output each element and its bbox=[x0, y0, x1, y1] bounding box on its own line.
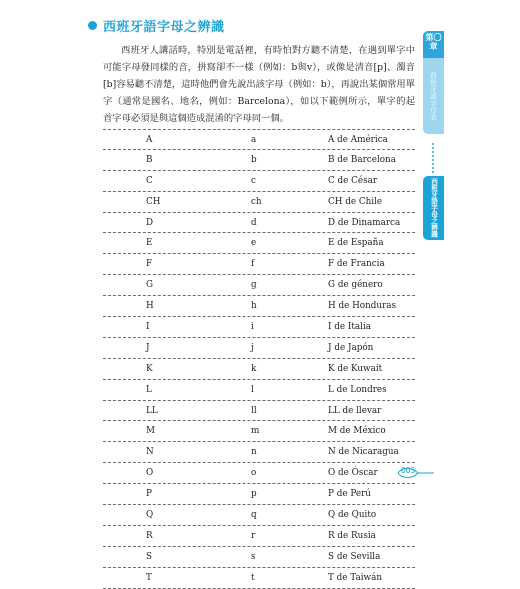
example-word: B de Barcelona bbox=[328, 154, 396, 165]
table-row bbox=[103, 317, 415, 338]
example-word: LL de llevar bbox=[328, 405, 382, 416]
lowercase-letter: t bbox=[251, 572, 255, 583]
chapter-side-tab bbox=[423, 31, 444, 240]
lowercase-letter: i bbox=[251, 322, 254, 333]
section-heading bbox=[88, 15, 225, 35]
table-row bbox=[103, 568, 415, 589]
uppercase-letter: K bbox=[146, 363, 153, 374]
example-word: P de Perú bbox=[328, 489, 371, 500]
table-row bbox=[103, 505, 415, 526]
example-word: N de Nicaragua bbox=[328, 447, 399, 458]
uppercase-letter: M bbox=[146, 426, 156, 437]
uppercase-letter: CH bbox=[146, 196, 161, 207]
uppercase-letter: LL bbox=[146, 405, 158, 416]
side-tab-top-label: 西班牙語字母表 bbox=[429, 71, 437, 121]
table-row bbox=[103, 463, 415, 484]
lowercase-letter: d bbox=[251, 217, 257, 228]
table-row bbox=[103, 254, 415, 275]
section-title: 西班牙語字母之辨識 bbox=[103, 19, 225, 35]
example-word: S de Sevilla bbox=[328, 551, 381, 562]
lowercase-letter: g bbox=[251, 280, 257, 291]
table-row bbox=[103, 275, 415, 296]
table-row bbox=[103, 380, 415, 401]
example-word: A de América bbox=[328, 135, 388, 145]
table-row bbox=[103, 150, 415, 171]
lowercase-letter: j bbox=[251, 342, 254, 353]
uppercase-letter: H bbox=[146, 301, 154, 312]
uppercase-letter: E bbox=[146, 238, 153, 249]
uppercase-letter: G bbox=[146, 280, 154, 291]
lowercase-letter: b bbox=[251, 154, 257, 165]
table-row bbox=[103, 547, 415, 568]
example-word: H de Honduras bbox=[328, 301, 396, 312]
table-row bbox=[103, 526, 415, 547]
lowercase-letter: ll bbox=[251, 405, 257, 416]
intro-text: 西班牙人講話時，特別是電話裡，有時怕對方聽不清楚，在遇到單字中可能字母發同樣的音，拼寫卻不一樣（例如：b與v），或像是清音[p]、濁音[b]容易聽不清楚，這時他們會先說出該字母（例如：b），再說出某個常用單字（通常是國名、地名，例如：Barcelona），如以下範例所示，單字的起首字母必須是與這個造成混淆的字母同一個。 bbox=[103, 45, 416, 124]
lowercase-letter: r bbox=[251, 530, 256, 541]
example-word: J de Japón bbox=[328, 342, 374, 353]
lowercase-letter: k bbox=[251, 363, 257, 374]
lowercase-letter: c bbox=[251, 175, 256, 186]
table-row bbox=[103, 484, 415, 505]
example-word: R de Rusia bbox=[328, 530, 376, 541]
lowercase-letter: ch bbox=[251, 196, 262, 207]
uppercase-letter: D bbox=[146, 217, 154, 228]
table-row bbox=[103, 192, 415, 213]
lowercase-letter: n bbox=[251, 447, 257, 458]
example-word: C de César bbox=[328, 175, 378, 186]
lowercase-letter: q bbox=[251, 510, 257, 521]
bullet-dot-icon bbox=[88, 21, 97, 30]
example-word: CH de Chile bbox=[328, 196, 383, 207]
lowercase-letter: l bbox=[251, 384, 254, 395]
page-number-text: 003 bbox=[401, 466, 416, 475]
lowercase-letter: s bbox=[251, 551, 256, 562]
alphabet-table bbox=[103, 129, 415, 589]
uppercase-letter: C bbox=[146, 175, 153, 186]
lowercase-letter: o bbox=[251, 468, 257, 479]
example-word: Q de Quito bbox=[328, 510, 377, 521]
example-word: E de España bbox=[328, 238, 384, 249]
table-row bbox=[103, 213, 415, 234]
uppercase-letter: R bbox=[146, 530, 153, 541]
table-row bbox=[103, 338, 415, 359]
lowercase-letter: e bbox=[251, 238, 257, 249]
example-word: F de Francia bbox=[328, 259, 385, 270]
uppercase-letter: J bbox=[146, 342, 150, 353]
uppercase-letter: Q bbox=[146, 510, 154, 521]
example-word: I de Italia bbox=[328, 322, 372, 333]
intro-paragraph bbox=[103, 42, 415, 127]
lowercase-letter: m bbox=[251, 426, 260, 437]
uppercase-letter: L bbox=[146, 384, 152, 395]
lowercase-letter: h bbox=[251, 301, 257, 312]
example-word: D de Dinamarca bbox=[328, 217, 401, 228]
uppercase-letter: T bbox=[146, 572, 152, 583]
example-word: L de Londres bbox=[328, 384, 387, 395]
uppercase-letter: B bbox=[146, 154, 153, 165]
table-row bbox=[103, 359, 415, 380]
example-word: O de Óscar bbox=[328, 468, 378, 479]
table-row bbox=[103, 296, 415, 317]
example-word: M de México bbox=[328, 426, 386, 437]
dotted-separator-icon bbox=[425, 143, 441, 173]
uppercase-letter: I bbox=[146, 322, 150, 333]
table-row bbox=[103, 171, 415, 192]
chapter-number-label: 第〇章 bbox=[423, 31, 444, 58]
side-tab-bottom-label: 西班牙語字母之辨識 bbox=[429, 178, 438, 238]
lowercase-letter: p bbox=[251, 489, 257, 500]
table-row bbox=[103, 129, 415, 150]
uppercase-letter: O bbox=[146, 468, 154, 479]
uppercase-letter: P bbox=[146, 489, 152, 500]
uppercase-letter: N bbox=[146, 447, 154, 458]
example-word: T de Taiwán bbox=[328, 572, 382, 583]
table-row bbox=[103, 442, 415, 463]
uppercase-letter: S bbox=[146, 551, 153, 562]
table-row bbox=[103, 233, 415, 254]
uppercase-letter: A bbox=[146, 135, 153, 145]
lowercase-letter: f bbox=[251, 259, 255, 270]
lowercase-letter: a bbox=[251, 135, 257, 145]
table-row bbox=[103, 401, 415, 422]
table-row bbox=[103, 421, 415, 442]
page-number bbox=[396, 466, 436, 480]
uppercase-letter: F bbox=[146, 259, 153, 270]
example-word: G de género bbox=[328, 280, 383, 291]
example-word: K de Kuwait bbox=[328, 363, 383, 374]
